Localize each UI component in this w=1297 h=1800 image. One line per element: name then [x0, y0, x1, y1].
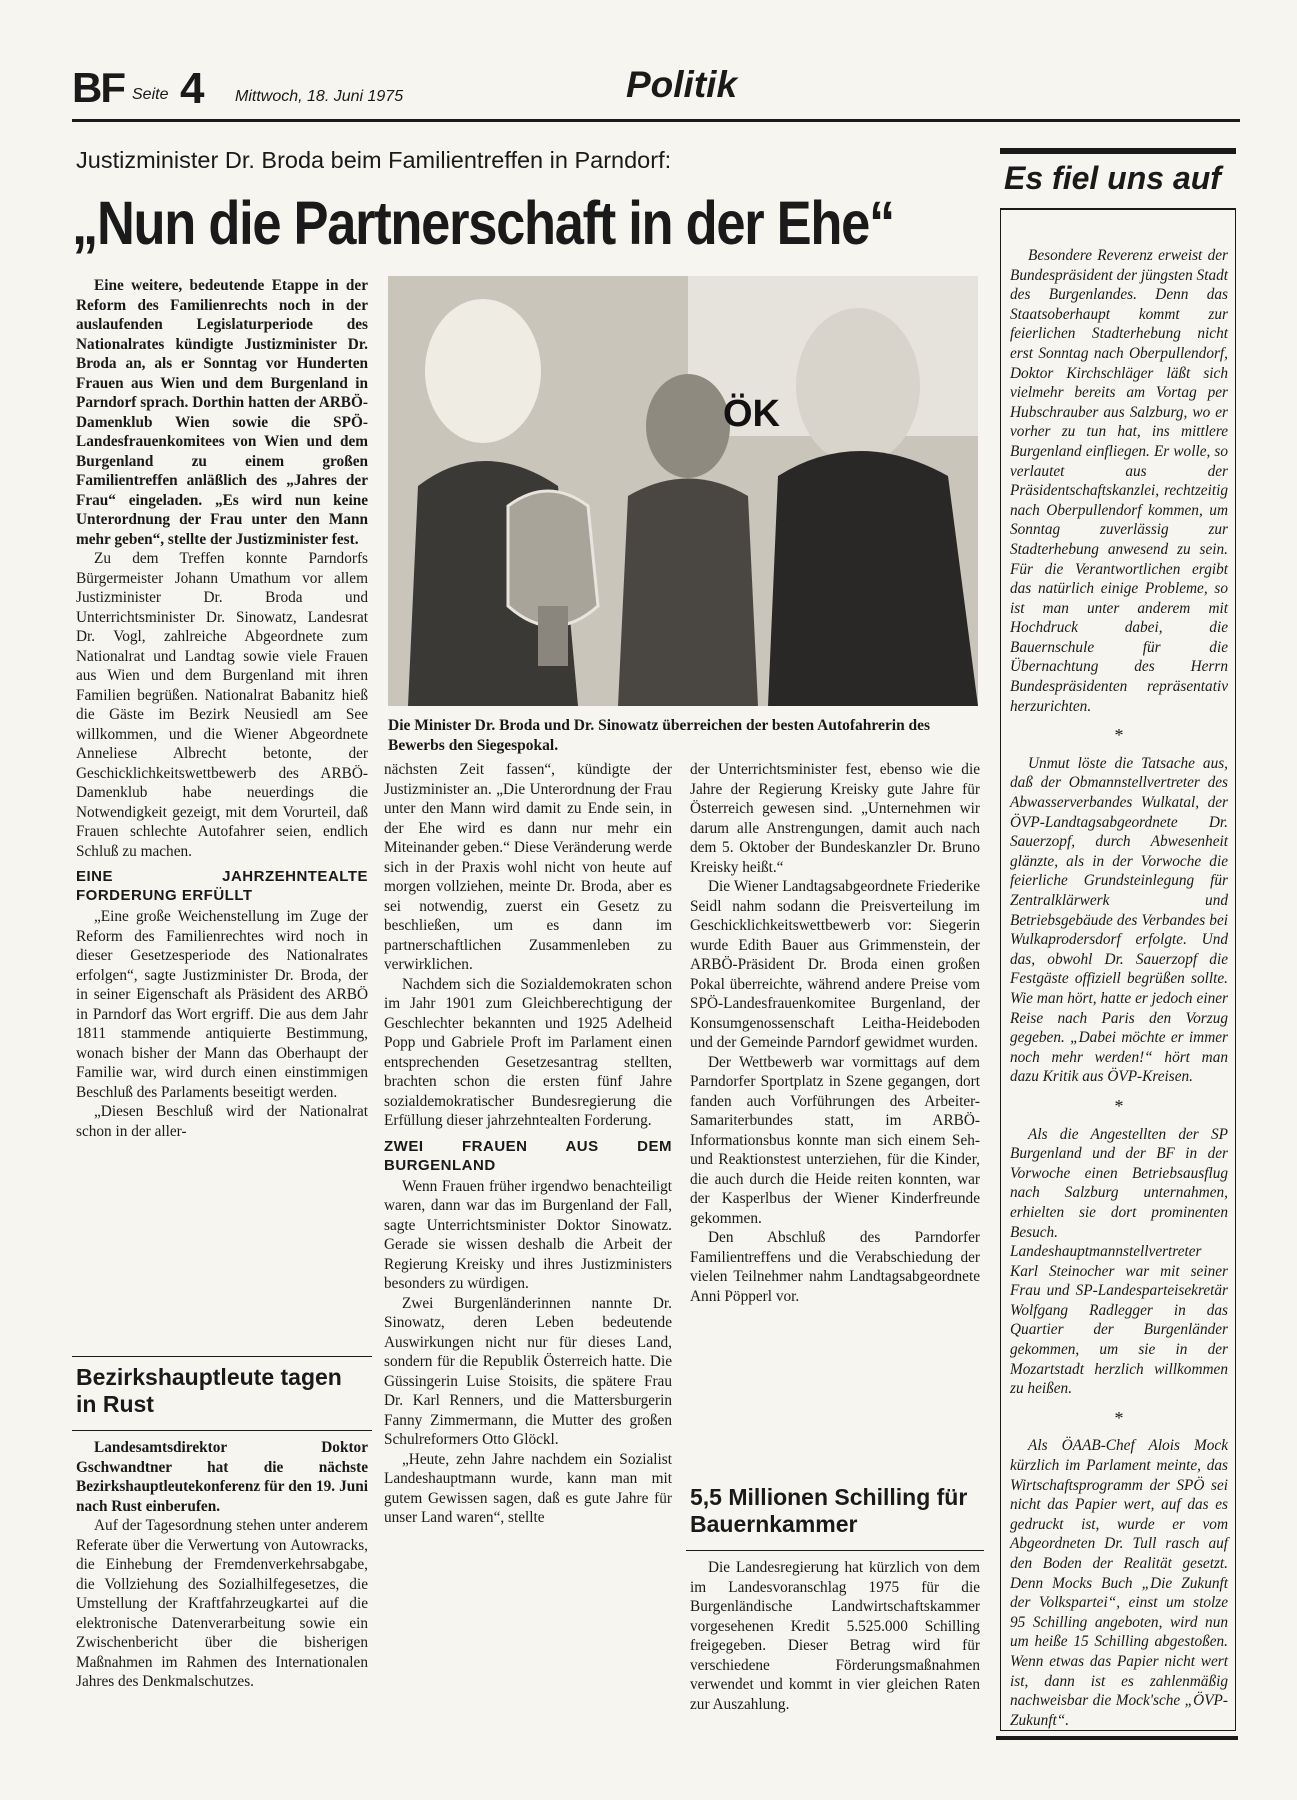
- paragraph: Die Wiener Landtagsabgeordnete Friederike Seidl nahm sodann die Preisverteilung im Geschicklichkeitswettbewerb vor: Siegerin wurde Edith Bauer aus Grimmenstein, der ARBÖ-Präsident Dr. Broda einen großen Pokal überreichte, während andere Preise vom SPÖ-Landesfrauenkomitee Burgenland, der Konsumgenossenschaft Leitha-Heideboden und der Gemeinde Parndorf gewidmet wurden.: [690, 878, 980, 1051]
- article-headline: „Nun die Partnerschaft in der Ehe“: [72, 189, 894, 257]
- kammer-headline: 5,5 Millionen Schilling für Bauernkammer: [690, 1484, 968, 1537]
- rust-article: [76, 1438, 368, 1692]
- paragraph: Wenn Frauen früher irgendwo benachteiligt waren, dann war das im Burgenland der Fall, sagte Unterrichtsminister Doktor Sinowatz. Gerade sie wissen deshalb die Arbeit der Regierung Kreisky und ihres Justizministers besonders zu würdigen.: [384, 1177, 672, 1292]
- subheading: ZWEI FRAUEN AUS DEM BURGENLAND: [384, 1137, 672, 1174]
- svg-text:ÖK: ÖK: [723, 393, 780, 435]
- main-column-3: [690, 760, 980, 1306]
- article-kicker: Justizminister Dr. Broda beim Familientreffen in Parndorf:: [76, 147, 672, 173]
- paragraph: „Diesen Beschluß wird der Nationalrat schon in der aller-: [76, 1103, 368, 1140]
- main-column-2: [384, 760, 672, 1528]
- brand-logo: BF: [72, 64, 124, 111]
- separator-star: *: [1114, 1407, 1124, 1428]
- issue-date: Mittwoch, 18. Juni 1975: [235, 88, 404, 105]
- kammer-article: [690, 1558, 980, 1714]
- separator-star: *: [1114, 1095, 1124, 1116]
- paragraph: der Unterrichtsminister fest, ebenso wie die Jahre der Regierung Kreisky gute Jahre für Österreich gewesen sind. „Unternehmen wir darum alle Anstrengungen, damit auch nach dem 5. Oktober der Bundeskanzler Dr. Bruno Kreisky heißt.“: [690, 761, 980, 876]
- paragraph: nächsten Zeit fassen“, kündigte der Justizminister an. „Die Unterordnung der Frau unter den Mann wird damit zu Ende sein, in der Ehe wird es dann nur mehr ein Miteinander geben.“ Diese Veränderung werde sich in der Praxis wohl nicht von heute auf morgen vollziehen, meinte Dr. Broda, aber es sei notwendig, zuerst ein Gesetz zu beschließen, um es dann im partnerschaftlichen Zusammenleben zu verwirklichen.: [384, 761, 672, 973]
- page-number: 4: [180, 64, 205, 113]
- sidebar-item: Als ÖAAB-Chef Alois Mock kürzlich im Parlament meinte, das Wirtschaftsprogramm der SPÖ sei nicht das Papier wert, auf das es gedruckt ist, wurde er vom Abgeordneten Dr. Tull rasch auf den Boden der Realität gesetzt. Denn Mocks Buch „Die Zukunft der Volkspartei“, einst um stolze 95 Schilling angeboten, wird nun um heiße 15 Schilling abgestoßen. Wenn etwas das Papier nicht wert ist, dann ist es zahlenmäßig nachweisbar die Mock'sche „ÖVP-Zukunft“.: [1010, 1437, 1228, 1729]
- sidebar-top-rule: [1000, 148, 1236, 154]
- paragraph: Zwei Burgenländerinnen nannte Dr. Sinowatz, deren Leben bedeutende Auswirkungen nicht nur für dieses Land, sondern für die Republik Österreich hatte. Die Güssingerin Luise Stoisits, die spätere Frau Dr. Karl Renners, und die Mattersburgerin Fanny Zimmermann, die Mutter des großen Schulreformers Otto Glöckl.: [384, 1294, 672, 1448]
- divider: [72, 1356, 372, 1357]
- paragraph: Den Abschluß des Parndorfer Familientreffens und die Verabschiedung der vielen Teilnehmer nahm Landtagsabgeordnete Anni Pöpperl vor.: [690, 1229, 980, 1305]
- paragraph: „Heute, zehn Jahre nachdem ein Sozialist Landeshauptmann wurde, kann man mit gutem Gewissen sagen, daß es gute Jahre für unser Land waren“, stellte: [384, 1450, 672, 1526]
- photo-illustration: [388, 276, 978, 706]
- article-photo: [388, 276, 978, 706]
- sidebar-bottom-rule: [996, 1736, 1238, 1740]
- article-lead: Eine weitere, bedeutende Etappe in der Reform des Familienrechts noch in der auslaufenden Legislaturperiode des Nationalrates kündigte Justizminister Dr. Broda an, als er Sonntag vor Hunderten Frauen aus Wien und dem Burgenland in Parndorf sprach. Dorthin hatten der ARBÖ-Damenklub Wien sowie die SPÖ-Landesfrauenkomitees von Wien und dem Burgenland zu einem großen Familientreffen anläßlich des „Jahres der Frau“ eingeladen. „Es wird nun keine Unterordnung der Frau unter den Mann mehr geben“, stellte der Justizminister fest.: [76, 277, 368, 548]
- paragraph: Die Landesregierung hat kürzlich von dem im Landesvoranschlag 1975 für die Burgenländische Landwirtschaftskammer vorgesehenen Kredit 5.525.000 Schilling freigegeben. Dieser Betrag wird für verschiedene Förderungsmaßnahmen verwendet und kommt in vier gleichen Raten zur Auszahlung.: [690, 1559, 980, 1713]
- sidebar-item: Unmut löste die Tatsache aus, daß der Obmannstellvertreter des Abwasserverbandes Wulkatal, der ÖVP-Landtagsabgeordnete Dr. Sauerzopf, durch Abwesenheit glänzte, als in der Vorwoche die feierliche Grundsteinlegung für Zentralklärwerk und Betriebsgebäude des Verbandes bei Wulkaprodersdorf erfolgte. Und das, obwohl Dr. Sauerzopf die Festgäste offiziell begrüßen sollte. Wie man hört, hatte er jedoch einer Reise nach Paris den Vorzug gegeben. „Dabei möchte er immer noch mehr werden!“ hört man dazu Kritik aus ÖVP-Kreisen.: [1010, 754, 1228, 1086]
- paragraph: Auf der Tagesordnung stehen unter anderem Referate über die Verwertung von Autowracks, die Einhebung der Fremdenverkehrsabgabe, die Vollziehung des Sozialhilfegesetzes, die Umstellung der Kraftfahrzeugkartei auf die elektronische Datenverarbeitung sowie ein Zwischenbericht über die bisherigen Maßnahmen im Rahmen des Internationalen Jahres des Denkmalschutzes.: [76, 1517, 368, 1690]
- page-label: Seite: [132, 86, 169, 103]
- photo-caption: Die Minister Dr. Broda und Dr. Sinowatz überreichen der besten Autofahrerin des Bewerbs den Siegespokal.: [388, 717, 931, 754]
- rust-lead: Landesamtsdirektor Doktor Gschwandtner hat die nächste Bezirkshauptleutekonferenz für den 19. Juni nach Rust einberufen.: [76, 1439, 368, 1515]
- section-title: Politik: [626, 64, 738, 105]
- divider: [72, 1430, 372, 1431]
- divider: [686, 1550, 984, 1551]
- sidebar-item: Besondere Reverenz erweist der Bundespräsident der jüngsten Stadt des Burgenlandes. Denn das Staatsoberhaupt kommt zur feierlichen Stadterhebung nicht erst Sonntag nach Oberpullendorf, Doktor Kirchschläger läßt sich vielmehr bereits am Vortag per Hubschrauber aus Salzburg, wo er vorher zu tun hat, ins mittlere Burgenland einfliegen. Er wolle, so verlautet aus der Präsidentschaftskanzlei, rechtzeitig nach Oberpullendorf kommen, um Sonntag zuverlässig zur Stadterhebung anwesend zu sein. Für die Verantwortlichen ergibt das natürlich einige Probleme, so ist man unter anderem mit Hochdruck dabei, die Bauernschule für die Übernachtung des Herrn Bundespräsidenten repräsentativ herzurichten.: [1010, 247, 1228, 715]
- main-column-1: [76, 276, 368, 1141]
- rust-headline: Bezirkshauptleute tagen in Rust: [76, 1364, 342, 1417]
- masthead-rule: [72, 119, 1240, 122]
- paragraph: Zu dem Treffen konnte Parndorfs Bürgermeister Johann Umathum vor allem Justizminister Dr. Broda und Unterrichtsminister Dr. Sinowatz, Landesrat Dr. Vogl, zahlreiche Abgeordnete zum Nationalrat und Landtag sowie viele Frauen aus Wien und dem Burgenland mit ihren Familien begrüßen. Nationalrat Babanitz hieß die Gäste im Bezirk Neusiedl am See willkommen, und die Wiener Abgeordnete Anneliese Albrecht betonte, der Geschicklichkeitswettbewerb des ARBÖ-Damenklub habe neuerdings die Notwendigkeit gezeigt, mit dem Vorurteil, daß Frauen schlechte Autofahrer seien, endlich Schluß zu machen.: [76, 550, 368, 860]
- paragraph: Nachdem sich die Sozialdemokraten schon im Jahr 1901 zum Gleichberechtigung der Geschlechter bekannten und 1925 Adelheid Popp und Gabriele Proft im Parlament einen entsprechenden Gesetzesantrag stellten, brachten schon die ersten fünf Jahre sozialdemokratischer Bundesregierung die Erfüllung dieser jahrzehntealten Forderung.: [384, 975, 672, 1129]
- paragraph: Der Wettbewerb war vormittags auf dem Parndorfer Sportplatz in Szene gegangen, dort fanden auch Vorführungen des Arbeiter-Samariterbundes statt, im ARBÖ-Informationsbus konnte man sich einem Seh- und Reaktionstest unterziehen, für die Kinder, die auch durch die Heide reiten konnten, war der Kasperlbus der Wiener Kinderfreunde gekommen.: [690, 1053, 980, 1227]
- paragraph: „Eine große Weichenstellung im Zuge der Reform des Familienrechtes wird noch in dieser Gesetzesperiode des Nationalrates erfolgen“, sagte Justizminister Dr. Broda, der in seiner Eigenschaft als Präsident des ARBÖ in Parndorf das Wort ergriff. Die aus dem Jahr 1811 stammende antiquierte Bestimmung, wonach bisher der Mann das Oberhaupt der Familie war, wird durch einen einstimmigen Beschluß des Parlaments beseitigt werden.: [76, 908, 368, 1101]
- sidebar-content: [1010, 246, 1228, 1730]
- sidebar-item: Als die Angestellten der SP Burgenland und der BF in der Vorwoche einen Betriebsausflug nach Salzburg unternahmen, erhielten sie dort prominenten Besuch. Landeshauptmannstellvertreter Karl Steinocher war mit seiner Frau und SP-Landesparteisekretär Wolfgang Radlegger in das Quartier der Burgenländer gekommen, um sie in der Mozartstadt herzlich willkommen zu heißen.: [1010, 1125, 1228, 1398]
- subheading: EINE JAHRZEHNTEALTE FORDERUNG ERFÜLLT: [76, 868, 368, 904]
- sidebar-title: Es fiel uns auf: [1004, 160, 1221, 196]
- separator-star: *: [1114, 725, 1124, 746]
